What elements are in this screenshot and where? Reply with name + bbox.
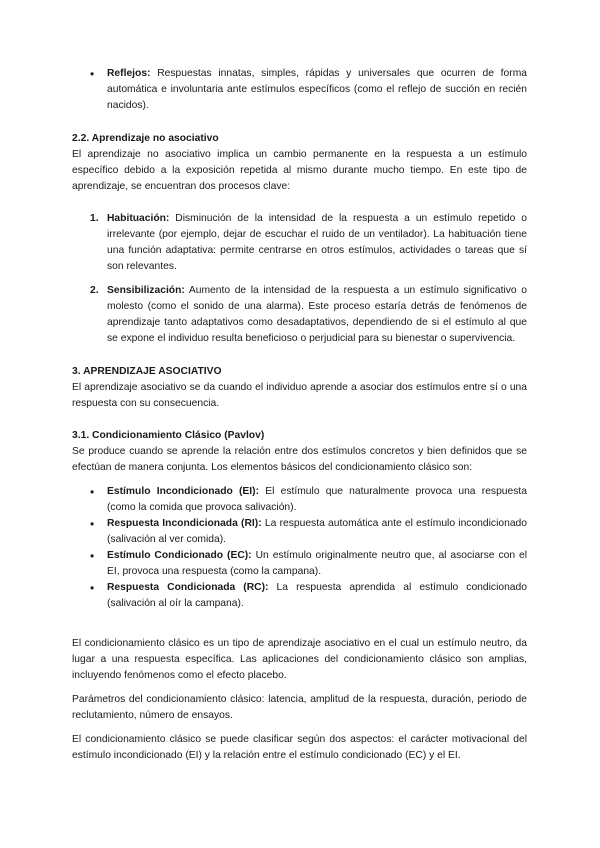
paragraph-2-2-intro: El aprendizaje no asociativo implica un cambio permanente en la respuesta a un estímulo específico debido a la exposición repetida al mismo durante mucho tiempo. En este tipo de aprendizaje, se encuentran dos procesos clave:: [72, 149, 527, 192]
paragraph-classical-definition: El condicionamiento clásico es un tipo de aprendizaje asociativo en el cual un estímulo neutro, da lugar a una respuesta específica. Las aplicaciones del condicionamiento clásico son amplias, incluyendo fenómenos como el efecto placebo.: [72, 638, 527, 681]
text-habituacion: Disminución de la intensidad de la respuesta a un estímulo repetido o irrelevante (por ejemplo, dejar de escuchar el ruido de un ventilador). La habituación tiene una función adaptativa: permite centrarse en otros estímulos, actividades o tareas que sí son relevantes.: [107, 213, 527, 272]
term-ec: Estímulo Condicionado (EC):: [107, 550, 252, 561]
text-ei: El estímulo que naturalmente provoca una respuesta (como la comida que provoca salivación).: [107, 486, 527, 513]
item-number: 1.: [90, 213, 99, 224]
classical-elements-list: [72, 484, 527, 612]
list-item: [72, 580, 527, 612]
paragraph-classical-parameters: Parámetros del condicionamiento clásico: latencia, amplitud de la respuesta, duración, periodo de reclutamiento, número de ensayos.: [72, 694, 527, 721]
paragraph-3-intro: El aprendizaje asociativo se da cuando el individuo aprende a asociar dos estímulos entre sí o una respuesta con su consecuencia.: [72, 382, 527, 409]
text-ec: Un estímulo originalmente neutro que, al asociarse con el EI, provoca una respuesta (como la campana).: [107, 550, 528, 577]
list-item: [72, 516, 527, 548]
list-item: [72, 484, 527, 516]
heading-3: 3. APRENDIZAJE ASOCIATIVO: [72, 366, 222, 377]
item-number: 2.: [90, 285, 99, 296]
document-page: [72, 66, 527, 764]
heading-2-2: 2.2. Aprendizaje no asociativo: [72, 133, 219, 144]
reflejos-list: [72, 66, 527, 114]
paragraph-classical-classification: El condicionamiento clásico se puede clasificar según dos aspectos: el carácter motivacional del estímulo incondicionado (EI) y la relación entre el estímulo condicionado (EC) y el EI.: [72, 734, 527, 761]
list-item: [72, 211, 527, 275]
term-ei: Estímulo Incondicionado (EI):: [107, 486, 260, 497]
term-rc: Respuesta Condicionada (RC):: [107, 582, 269, 593]
text-sensibilizacion: Aumento de la intensidad de la respuesta a un estímulo significativo o molesto (como el sonido de una alarma). Este proceso estaría detrás de fenómenos de aprendizaje tanto adaptativos como desadaptativos, dependiendo de si el estímulo al que se expone el individuo resulta beneficioso o perjudicial para su bienestar o supervivencia.: [107, 285, 527, 344]
term-reflejos: Reflejos:: [107, 68, 151, 79]
text-ri: La respuesta automática ante el estímulo incondicionado (salivación al ver comida).: [107, 518, 527, 545]
term-sensibilizacion: Sensibilización:: [107, 285, 185, 296]
list-item: [72, 66, 527, 114]
term-ri: Respuesta Incondicionada (RI):: [107, 518, 262, 529]
text-rc: La respuesta aprendida al estímulo condicionado (salivación al oír la campana).: [107, 582, 527, 609]
paragraph-3-1-intro: Se produce cuando se aprende la relación entre dos estímulos concretos y bien definidos que se efectúan de manera conjunta. Los elementos básicos del condicionamiento clásico son:: [72, 446, 527, 473]
non-associative-list: [72, 211, 527, 347]
list-item: [72, 283, 527, 347]
text-reflejos: Respuestas innatas, simples, rápidas y universales que ocurren de forma automática e involuntaria ante estímulos específicos (como el reflejo de succión en recién nacidos).: [107, 68, 527, 111]
heading-3-1: 3.1. Condicionamiento Clásico (Pavlov): [72, 430, 265, 441]
list-item: [72, 548, 527, 580]
term-habituacion: Habituación:: [107, 213, 170, 224]
